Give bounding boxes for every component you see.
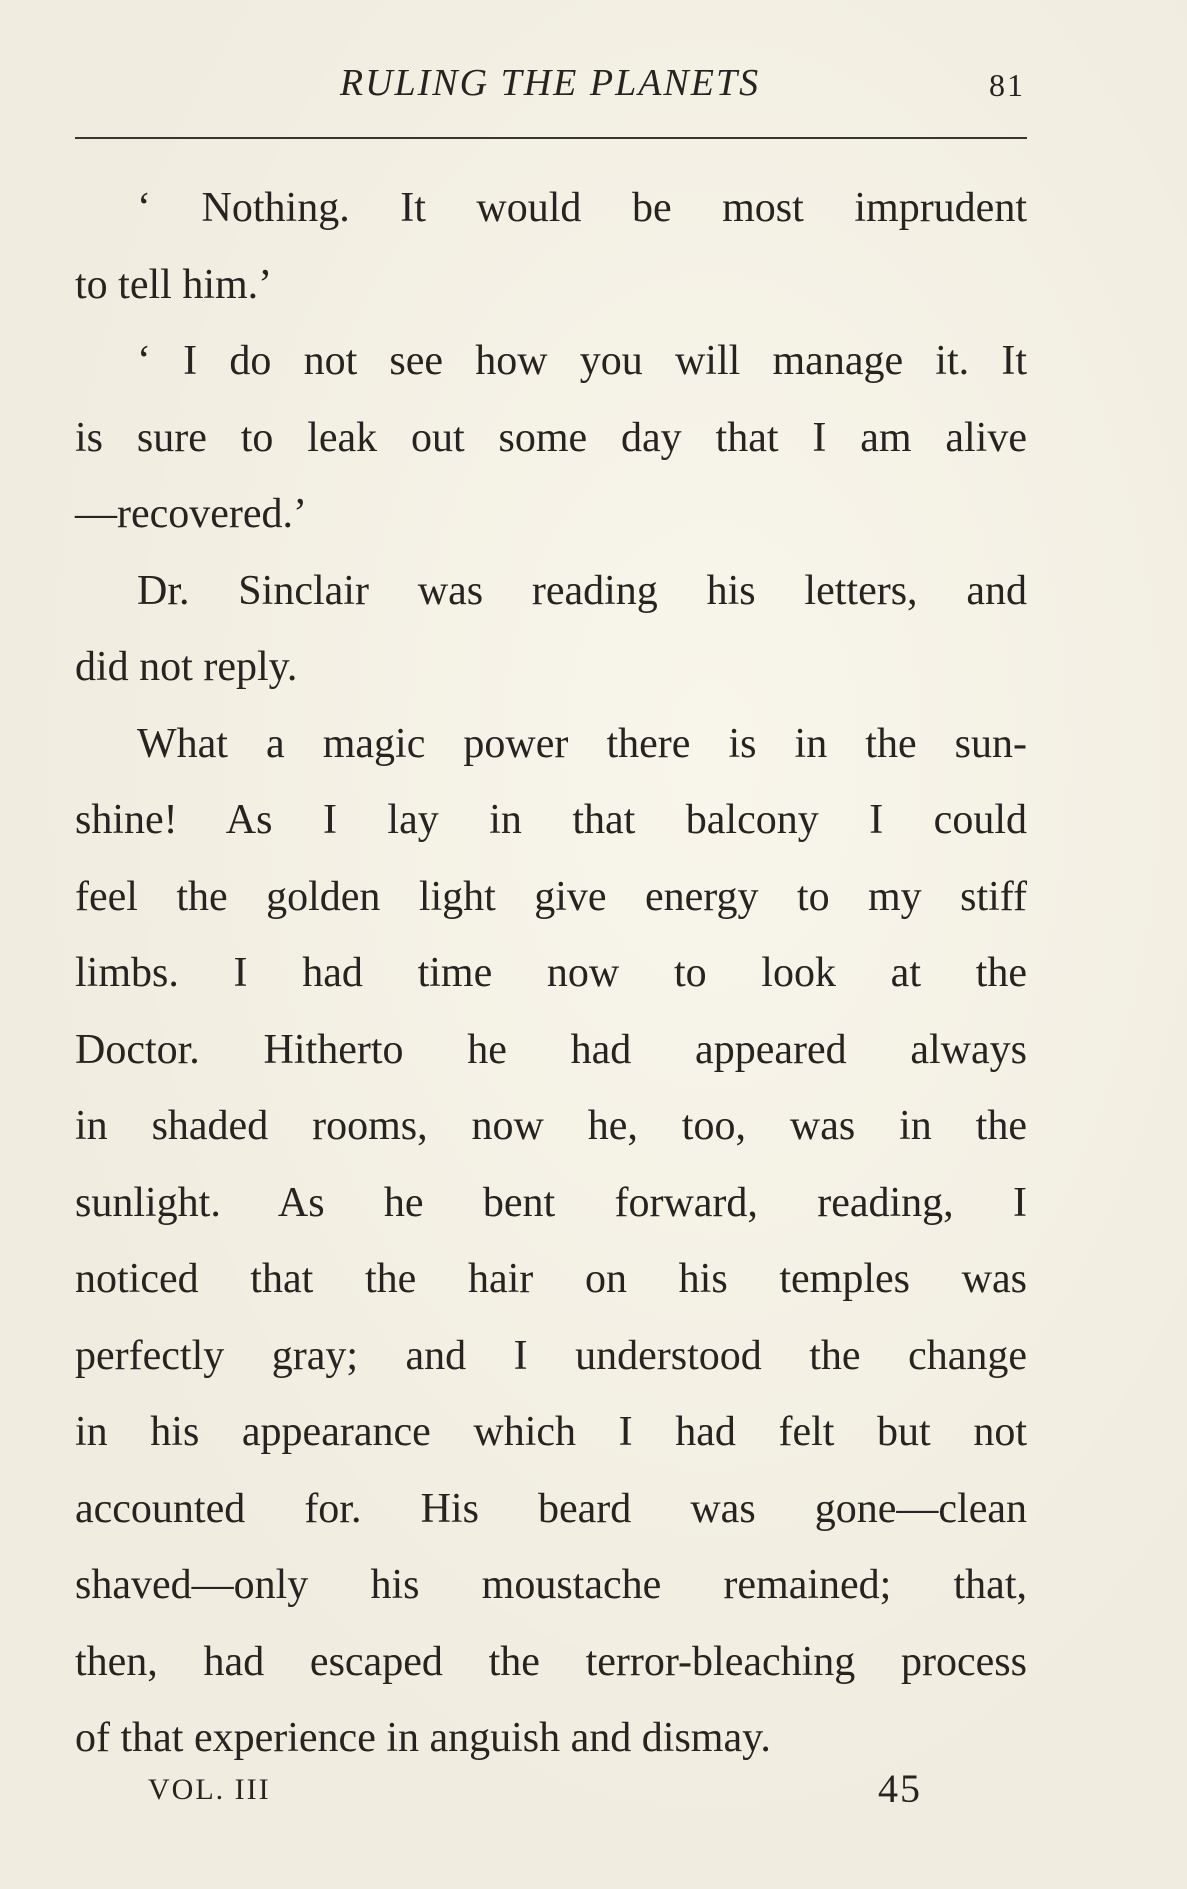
text-line: noticed that the hair on his temples was: [75, 1256, 1027, 1302]
text-line: perfectly gray; and I understood the change: [75, 1332, 1027, 1379]
text-line: in his appearance which I had felt but not: [75, 1409, 1027, 1455]
page-header: [75, 58, 1025, 108]
text-line: sunlight. As he bent forward, reading, I: [75, 1179, 1027, 1226]
text-line: of that experience in anguish and dismay.: [75, 1715, 771, 1761]
text-line: ‘ I do not see how you will manage it. It: [137, 338, 1027, 384]
text-line: —recovered.’: [75, 491, 308, 537]
text-line: is sure to leak out some day that I am alive: [75, 414, 1027, 461]
text-line: shine! As I lay in that balcony I could: [75, 797, 1027, 843]
text-line: did not reply.: [75, 644, 298, 690]
volume-label: VOL. III: [148, 1773, 271, 1806]
signature-mark: 45: [878, 1766, 922, 1811]
text-line: What a magic power there is in the sun-: [137, 720, 1027, 767]
text-line: in shaded rooms, now he, too, was in the: [75, 1103, 1027, 1149]
body-text: [75, 170, 1027, 1777]
text-line: to tell him.’: [75, 261, 273, 308]
page-number: 81: [989, 67, 1025, 103]
header-rule: [75, 137, 1027, 139]
text-line: shaved—only his moustache remained; that,: [75, 1562, 1027, 1608]
text-line: then, had escaped the terror-bleaching process: [75, 1638, 1027, 1685]
text-line: Doctor. Hitherto he had appeared always: [75, 1026, 1027, 1073]
text-line: accounted for. His beard was gone—clean: [75, 1485, 1027, 1532]
text-line: feel the golden light give energy to my stiff: [75, 873, 1027, 920]
text-line: ‘ Nothing. It would be most imprudent: [137, 185, 1027, 231]
text-line: limbs. I had time now to look at the: [75, 950, 1027, 996]
text-line: Dr. Sinclair was reading his letters, and: [137, 567, 1027, 614]
page-footer: [0, 1765, 1187, 1825]
running-title: RULING THE PLANETS: [339, 62, 761, 104]
